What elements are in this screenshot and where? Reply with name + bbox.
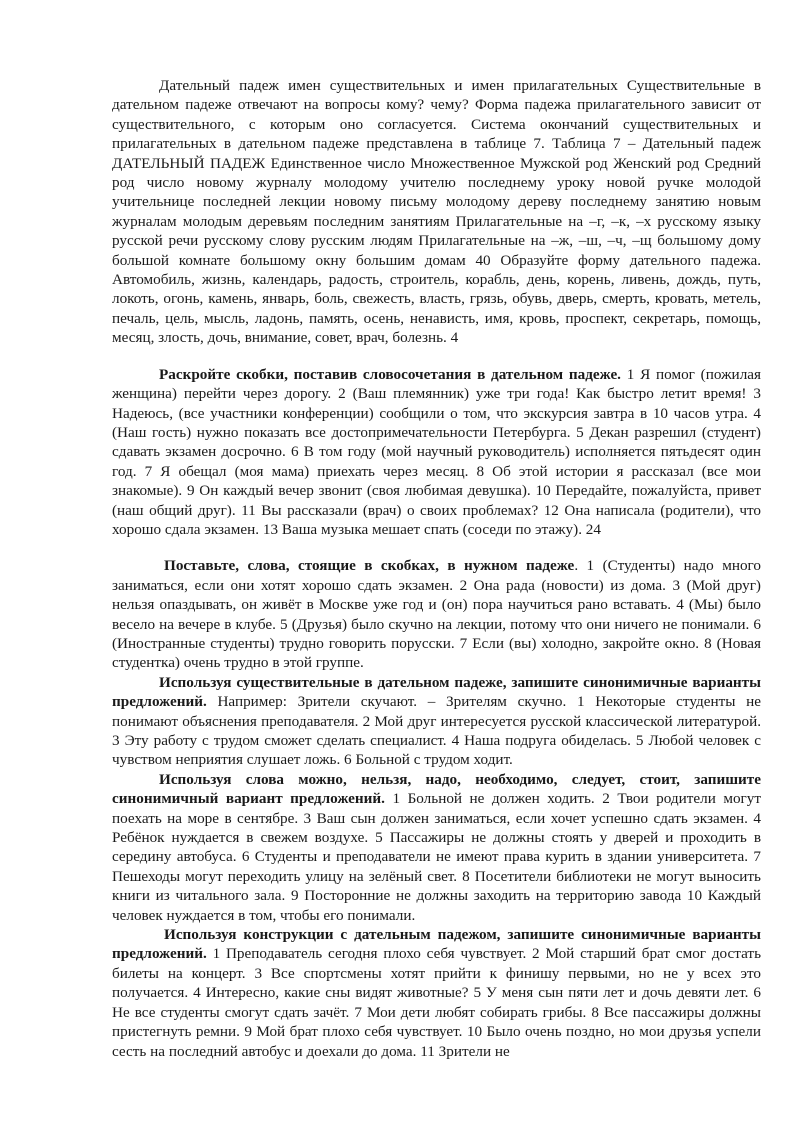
paragraph-heading: Используя существительные в дательном падеже, запишите синонимичные варианты предложений.: [112, 673, 761, 711]
paragraph-text: 1 Преподаватель сегодня плохо себя чувствует. 2 Мой старший брат смог достать билеты на концерт. 3 Все спортсмены хотят прийти к финишу первыми, но не у всех это получается. 4 Интересно, какие сны видят животные? 5 У меня сын пяти лет и дочь девяти лет. 6 Не все студенты смогут сдать зачёт. 7 Мои дети любят собирать грибы. 8 Все пассажиры должны пристегнуть ремни. 9 Мой брат плохо себя чувствует. 10 Было очень поздно, но мои друзья успели сесть на последний автобус и доехали до дома. 11 Зрители не: [112, 945, 761, 1060]
paragraph-text: 1 Я помог (пожилая женщина) перейти через дорогу. 2 (Ваш племянник) уже три года! Как быстро летит время! 3 Надеюсь, (все участники конференции) сообщили о том, что экскурсия завтра в 10 часов утра. 4 (Наш гость) нужно показать все достопримечательности Петербурга. 5 Декан разрешил (студент) сдавать экзамен досрочно. 6 В том году (мой научный руководитель) исполняется пятьдесят один год. 7 Я обещал (моя мама) приехать через месяц. 8 Об этой истории я рассказал (все мои знакомые). 9 Он каждый вечер звонит (своя любимая девушка). 10 Передайте, пожалуйста, привет (наш общий друг). 11 Вы рассказали (врач) о своих проблемах? 12 Она написала (родители), что хорошо сдала экзамен. 13 Ваша музыка мешает спать (соседи по этажу). 24: [112, 365, 761, 538]
document-page: [112, 76, 761, 1061]
paragraph-intro: [112, 76, 761, 348]
paragraph-exercise-constructions: [112, 925, 761, 1061]
paragraph-exercise-synonyms: [112, 673, 761, 770]
paragraph-exercise-case: [112, 556, 761, 672]
paragraph-text: Дательный падеж имен существительных и имен прилагательных Существительные в дательном падеже отвечают на вопросы кому? чему? Форма падежа прилагательного зависит от существительного, с которым оно согласуется. Система окончаний существительных и прилагательных в дательном падеже представлена в таблице 7. Таблица 7 – Дательный падеж ДАТЕЛЬНЫЙ ПАДЕЖ Единственное число Множественное Мужской род Женский род Средний род число новому журналу молодому учителю последнему уроку новой ручке молодой учительнице последней лекции новому письму молодому дереву последнему занятию новым журналам молодым деревьям последним занятиям Прилагательные на –г, –к, –х русскому языку русской речи русскому слову русским людям Прилагательные на –ж, –ш, –ч, –щ большому дому большой комнате большому окну большим домам 40 Образуйте форму дательного падежа. Автомобиль, жизнь, календарь, радость, строитель, корабль, день, корень, ливень, дождь, путь, локоть, огонь, камень, январь, боль, свежесть, власть, грязь, обувь, дверь, смерть, кровать, метель, печаль, цель, мысль, ладонь, память, осень, ненависть, имя, кровь, проспект, секретарь, помощь, месяц, злость, дочь, внимание, совет, врач, болезнь. 4: [112, 77, 761, 347]
paragraph-heading: Раскройте скобки, поставив словосочетания в дательном падеже.: [159, 365, 621, 383]
paragraph-heading: Используя конструкции с дательным падежом, запишите синонимичные варианты предложений.: [112, 926, 761, 963]
paragraph-exercise-modal-words: [112, 770, 761, 925]
paragraph-heading: Используя слова можно, нельзя, надо, необходимо, следует, стоит, запишите синонимичный вариант предложений.: [112, 770, 761, 808]
paragraph-heading: Поставьте, слова, стоящие в скобках, в нужном падеже: [164, 557, 575, 575]
paragraph-text: 1 Больной не должен ходить. 2 Твои родители могут поехать на море в сентябре. 3 Ваш сын должен заниматься, если хочет успешно сдать экзамен. 4 Ребёнок нуждается в свежем воздухе. 5 Пассажиры не должны стоять у дверей и проходить в середину автобуса. 6 Студенты и преподаватели не имеют права курить в здании университета. 7 Пешеходы могут переходить улицу на зелёный свет. 8 Посетители библиотеки не могут выносить книги из читального зала. 9 Посторонние не должны заходить на территорию завода 10 Каждый человек нуждается в том, чтобы его понимали.: [112, 790, 762, 924]
paragraph-text: Например: Зрители скучают. – Зрителям скучно. 1 Некоторые студенты не понимают объяснения преподавателя. 2 Мой друг интересуется русской классической литературой. 3 Эту работу с трудом сможет сделать специалист. 4 Наша подруга обиделась. 5 Любой человек с чувством неприятия слушает ложь. 6 Больной с трудом ходит.: [112, 693, 761, 769]
paragraph-exercise-brackets: [112, 365, 761, 540]
paragraph-text: . 1 (Студенты) надо много заниматься, если они хотят хорошо сдать экзамен. 2 Она рада (новости) из дома. 3 (Мой друг) нельзя опаздывать, он живёт в Москве уже год и (он) пора научиться рано вставать. 4 (Мы) было весело на вечере в клубе. 5 (Друзья) было скучно на лекции, потому что они ничего не понимали. 6 (Иностранные студенты) трудно говорить порусски. 7 Если (вы) холодно, закройте окно. 8 (Новая студентка) очень трудно в этой группе.: [112, 557, 761, 672]
